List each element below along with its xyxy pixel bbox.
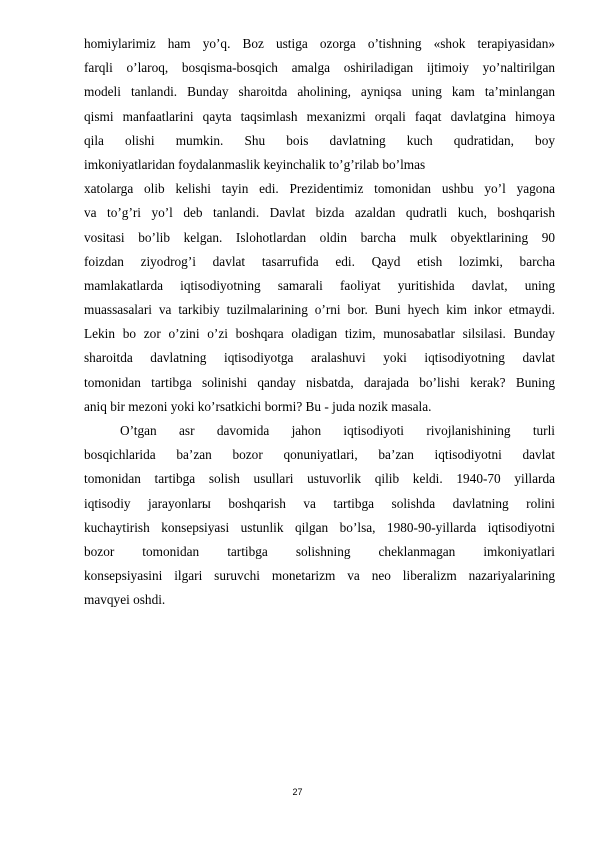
text-line: farqli o’laroq, bosqisma-bosqich amalga oshiriladigan ijtimoiy yo’naltirilgan xyxy=(84,60,555,76)
text-line: homiylarimiz ham yo’q. Boz ustiga ozorga o’tishning «shok terapiyasidan» xyxy=(84,36,555,51)
text-line: vositasi bo’lib kelgan. Islohotlardan oldin barcha mulk obyektlarining 90 xyxy=(84,229,555,245)
text-line: foizdan ziyodrog’i davlat tasarrufida edi. Qayd etish lozimki, barcha xyxy=(84,253,555,269)
text-line: qismi manfaatlarini qayta taqsimlash mexanizmi orqali faqat davlatgina himoya xyxy=(84,108,555,124)
text-line: aniq bir mezoni yoki ko’rsatkichi bormi? Bu - juda nozik masala. xyxy=(84,398,432,414)
text-line: iqtisodiy jarayonlarы boshqarish va tartibga solishda davlatning rolini xyxy=(84,495,555,511)
text-line: modeli tanlandi. Bunday sharoitda aholining, ayniqsa uning kam ta’minlangan xyxy=(84,84,555,100)
text-line: sharoitda davlatning iqtisodiyotga aralashuvi yoki iqtisodiyotning davlat xyxy=(84,350,555,366)
text-line: mamlakatlarda iqtisodiyotning samarali faoliyat yuritishida davlat, uning xyxy=(84,277,555,293)
text-line: Lekin bo zor o’zini o’zi boshqara oladigan tizim, munosabatlar silsilasi. Bunday xyxy=(84,326,555,342)
text-line: konsepsiyasini ilgari suruvchi monetarizm va neo liberalizm nazariyalarining xyxy=(84,568,555,584)
text-line: xatolarga olib kelishi tayin edi. Prezidentimiz tomonidan ushbu yo’l yagona xyxy=(84,181,555,197)
text-line: imkoniyatlaridan foydalanmaslik keyinchalik to’g’rilab bo’lmas xyxy=(84,156,426,172)
text-line: bosqichlarida ba’zan bozor qonuniyatlari, ba’zan iqtisodiyotni davlat xyxy=(84,447,555,463)
text-line: qila olishi mumkin. Shu bois davlatning kuch qudratidan, boy xyxy=(84,132,555,148)
text-line: O’tgan asr davomida jahon iqtisodiyoti rivojlanishining turli xyxy=(120,423,555,438)
text-line: kuchaytirish konsepsiyasi ustunlik qilgan bo’lsa, 1980-90-yillarda iqtisodiyotni xyxy=(84,519,555,535)
text-line: tomonidan tartibga solish usullari ustuvorlik qilib keldi. 1940-70 yillarda xyxy=(84,471,555,487)
text-line: muassasalari va tarkibiy tuzilmalarining o’rni bor. Buni hyech kim inkor etmaydi. xyxy=(84,302,555,318)
text-line: va to’g’ri yo’l deb tanlandi. Davlat bizda azaldan qudratli kuch, boshqarish xyxy=(84,205,555,221)
body-text xyxy=(84,32,555,613)
text-line: mavqyei oshdi. xyxy=(84,592,166,608)
page-number: 27 xyxy=(292,787,303,797)
text-line: tomonidan tartibga solinishi qanday nisbatda, darajada bo’lishi kerak? Buning xyxy=(84,374,555,390)
text-line: bozor tomonidan tartibga solishning cheklanmagan imkoniyatlari xyxy=(84,543,555,559)
